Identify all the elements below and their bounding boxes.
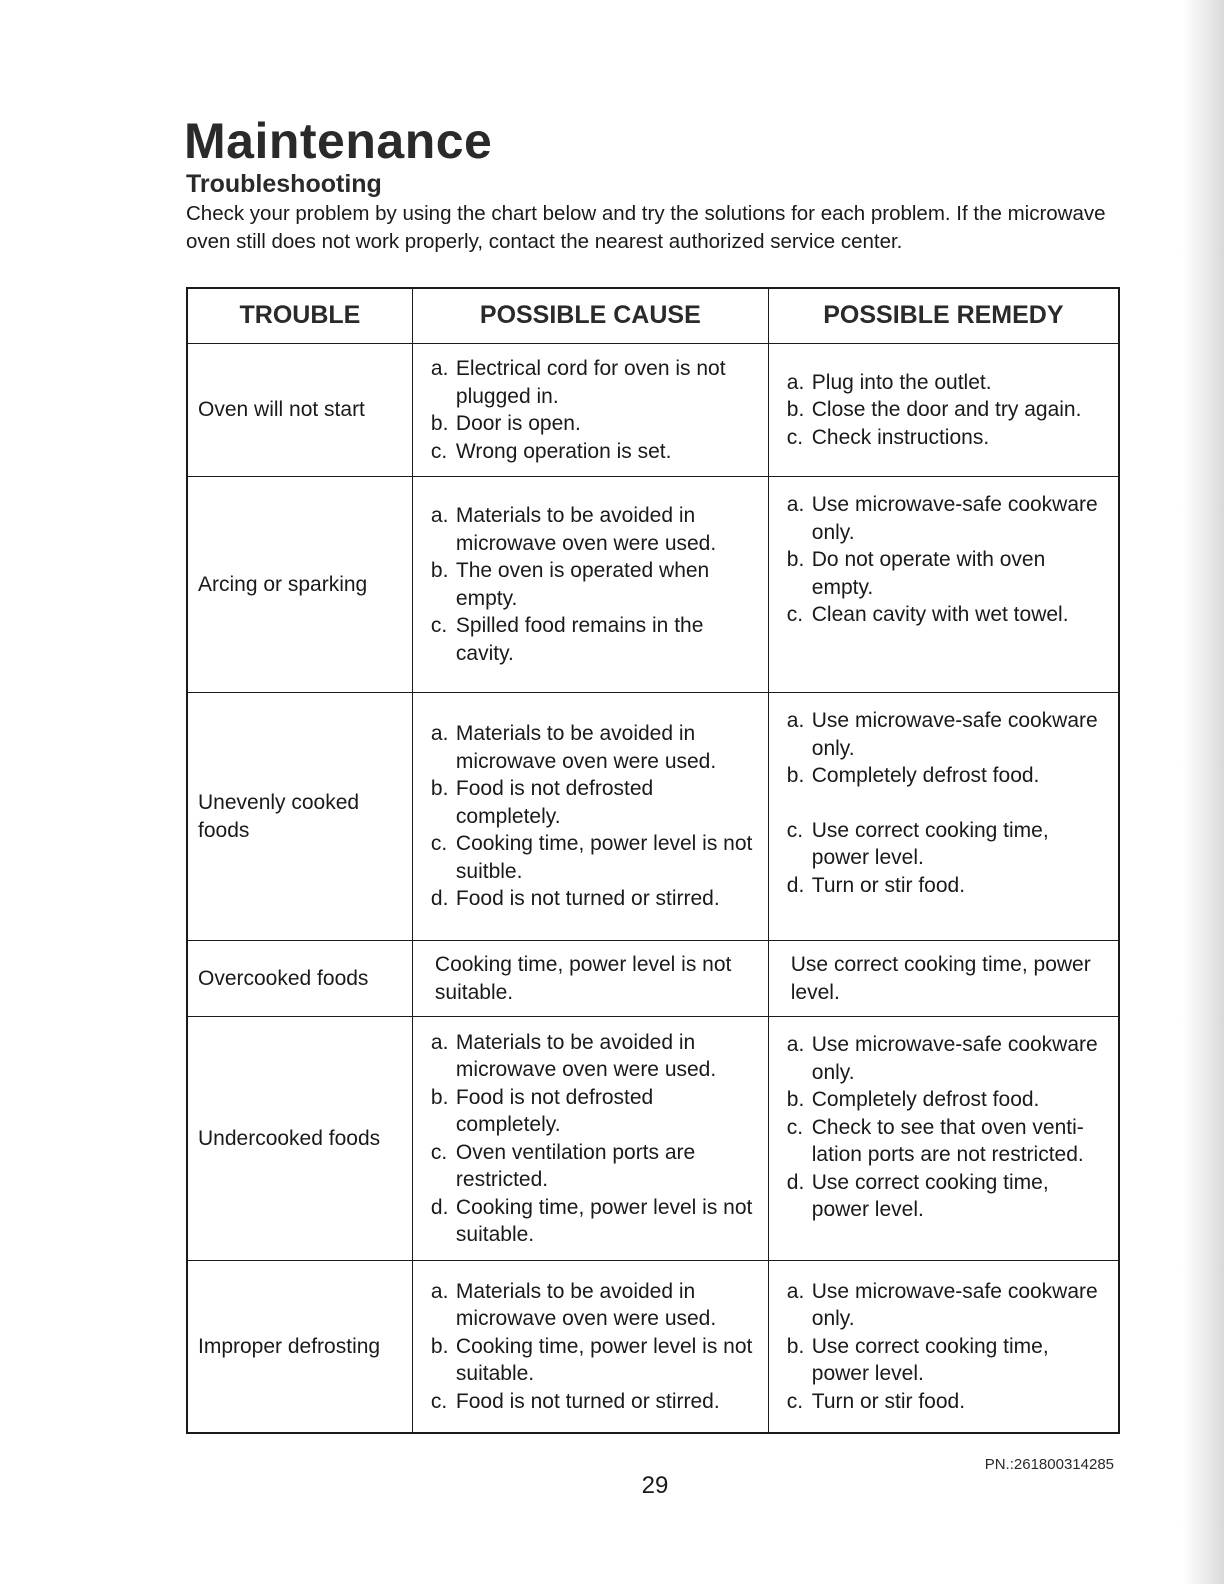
list-item: c. Clean cavity with wet towel. xyxy=(786,603,1069,626)
trouble-cell: Improper defrosting xyxy=(187,1261,412,1433)
list-item: c. Cooking time, power level is not suitble. xyxy=(430,832,753,883)
table-row xyxy=(187,941,1119,1017)
section-title: Troubleshooting xyxy=(186,170,382,198)
header-possible-cause: POSSIBLE CAUSE xyxy=(412,288,768,344)
remedy-cell: Use correct cooking time, power level. xyxy=(768,941,1119,1017)
list-item: a. Use microwave-safe cookware only. xyxy=(786,493,1098,544)
troubleshooting-table xyxy=(186,287,1120,1434)
trouble-cell: Unevenly cooked foods xyxy=(187,693,412,941)
list-item: a. Materials to be avoided in microwave oven were used. xyxy=(430,722,717,773)
list-item: a. Electrical cord for oven is not plugged in. xyxy=(430,357,726,408)
list-item: b. Food is not defrosted completely. xyxy=(430,1085,654,1136)
trouble-cell: Overcooked foods xyxy=(187,941,412,1017)
list-item: d. Use correct cooking time, power level. xyxy=(786,1170,1049,1221)
list-item: b. Door is open. xyxy=(430,412,581,435)
intro-paragraph: Check your problem by using the chart below and try the solutions for each problem. If the microwave oven still does not work properly, contact the nearest authorized service center. xyxy=(186,202,1106,253)
table-row xyxy=(187,1017,1119,1261)
trouble-cell: Arcing or sparking xyxy=(187,477,412,693)
table-header-row xyxy=(187,288,1119,344)
list-item: c. Check to see that oven venti-lation ports are not restricted. xyxy=(786,1115,1084,1166)
cause-cell xyxy=(412,477,768,693)
list-item: c. Oven ventilation ports are restricted. xyxy=(430,1140,696,1191)
page-edge-shadow xyxy=(1182,0,1224,1584)
cause-cell xyxy=(412,693,768,941)
list-item: a. Materials to be avoided in microwave oven were used. xyxy=(430,1279,717,1330)
cause-cell xyxy=(412,344,768,477)
cause-cell: Cooking time, power level is not suitable. xyxy=(412,941,768,1017)
list-item: a. Use microwave-safe cookware only. xyxy=(786,709,1098,760)
list-item: b. Food is not defrosted completely. xyxy=(430,777,654,828)
list-item: c. Spilled food remains in the cavity. xyxy=(430,614,704,665)
page-title: Maintenance xyxy=(184,113,493,169)
list-item: a. Materials to be avoided in microwave oven were used. xyxy=(430,1030,717,1081)
cause-cell xyxy=(412,1261,768,1433)
list-item: b. Completely defrost food. xyxy=(786,1088,1040,1111)
remedy-cell xyxy=(768,344,1119,477)
table-row xyxy=(187,477,1119,693)
list-item: d. Turn or stir food. xyxy=(786,873,966,897)
list-item: c. Food is not turned or stirred. xyxy=(430,1389,720,1413)
list-item: c. Check instructions. xyxy=(786,425,990,449)
list-item: b. Close the door and try again. xyxy=(786,398,1082,422)
remedy-cell xyxy=(768,477,1119,693)
cause-cell xyxy=(412,1017,768,1261)
list-item: b. Do not operate with oven empty. xyxy=(786,548,1046,599)
list-item: a. Plug into the outlet. xyxy=(786,370,992,394)
list-item: b. Cooking time, power level is not suitable. xyxy=(430,1334,753,1385)
list-item: b. Completely defrost food. xyxy=(786,764,1040,787)
remedy-cell xyxy=(768,693,1119,941)
part-number: PN.:261800314285 xyxy=(984,1456,1114,1473)
list-item: a. Use microwave-safe cookware only. xyxy=(786,1033,1098,1084)
header-trouble: TROUBLE xyxy=(187,288,412,344)
remedy-cell xyxy=(768,1261,1119,1433)
list-item: d. Food is not turned or stirred. xyxy=(430,887,720,911)
list-item: b. The oven is operated when empty. xyxy=(430,559,710,610)
list-item: c. Turn or stir food. xyxy=(786,1389,966,1413)
page-number: 29 xyxy=(641,1472,669,1499)
remedy-cell xyxy=(768,1017,1119,1261)
table-row xyxy=(187,344,1119,477)
trouble-cell: Oven will not start xyxy=(187,344,412,477)
list-item: c. Use correct cooking time, power level. xyxy=(786,818,1049,869)
list-item: a. Materials to be avoided in microwave oven were used. xyxy=(430,504,717,555)
table-row xyxy=(187,1261,1119,1433)
list-item: a. Use microwave-safe cookware only. xyxy=(786,1279,1098,1330)
trouble-cell: Undercooked foods xyxy=(187,1017,412,1261)
list-item: c. Wrong operation is set. xyxy=(430,439,672,463)
list-item: d. Cooking time, power level is not suitable. xyxy=(430,1195,753,1246)
list-item: b. Use correct cooking time, power level. xyxy=(786,1334,1049,1385)
header-possible-remedy: POSSIBLE REMEDY xyxy=(768,288,1119,344)
table-row xyxy=(187,693,1119,941)
